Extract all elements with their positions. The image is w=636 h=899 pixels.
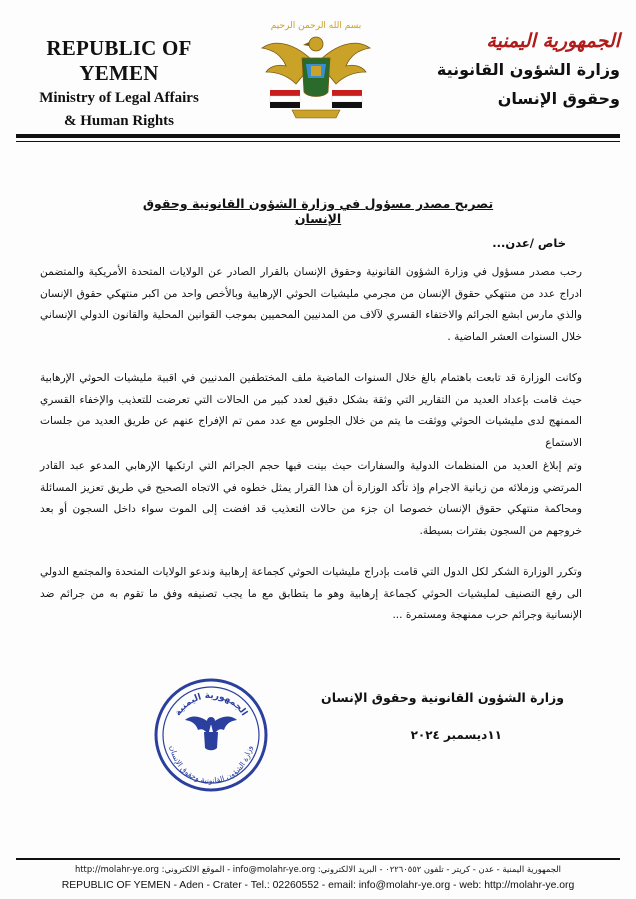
dateline: خاص /عدن... bbox=[492, 236, 566, 250]
svg-text:وزارة الشؤون القانونية وحقوق ا bbox=[168, 745, 254, 785]
official-stamp-icon bbox=[152, 676, 270, 794]
stamp-text-bottom: وزارة الشؤون القانونية وحقوق الإنسان bbox=[168, 745, 254, 785]
paragraph-2: وكانت الوزارة قد تابعت باهتمام بالغ خلال السنوات الماضية ملف المختطفين المدنيين في اقبية مليشيات الحوثي الإرهابية حيث قامت بإعداد العديد من التقارير التي وثقة بشكل دقيق لعدد كبير من الحالات التي تعرضت للتعذيب والإخفاء القسري الممنهج لدى مليشيات الحوثي ووثقت ما يتم من خلال الجلوس مع عدد ممن تم الإفراج عنهم عن طريق العديد من جلسات الاستماع bbox=[40, 372, 582, 449]
footer-english-contact: REPUBLIC OF YEMEN - Aden - Crater - Tel.: 02260552 - email: info@molahr-ye.org - web: http://molahr-ye.org bbox=[61, 880, 575, 891]
header-divider-thick bbox=[16, 134, 620, 138]
signature-ministry: وزارة الشؤون القانونية وحقوق الإنسان bbox=[321, 690, 564, 705]
footer-arabic-contact: الجمهورية اليمنية - عدن - كريتر - تلفون ٠٢٢٦٠٥٥٢ - البريد الالكتروني: info@molahr-ye.org - الموقع الالكتروني: http://molahr-ye.org bbox=[74, 864, 562, 874]
statement-title: تصريح مصدر مسؤول في وزارة الشؤون القانونية وحقوق الإنسان bbox=[142, 196, 494, 226]
footer-divider bbox=[16, 858, 620, 860]
header-english bbox=[14, 36, 224, 130]
header-en-country: REPUBLIC OF YEMEN bbox=[46, 36, 192, 85]
basmala-text: بسم الله الرحمن الرحيم bbox=[270, 21, 362, 31]
yemen-eagle-emblem-icon bbox=[256, 14, 376, 126]
stamp-text-top: الجمهورية اليمنية bbox=[173, 690, 249, 718]
header-divider-thin bbox=[16, 141, 620, 142]
paragraph-1: رحب مصدر مسؤول في وزارة الشؤون القانونية وحقوق الإنسان بالقرار الصادر عن الولايات المتحدة الأمريكية والمتضمن ادراج عدد من منتهكي حقوق الإنسان من مجرمي مليشيات الحوثي الإرهابية وبالأخص واحد من اكبر منتهكي حقوق الإنسان والذي مارس ابشع الجرائم والاختفاء القسري لآلاف من المدنيين المحميين بموجب القوانين المحلية والقانون الدولي الإنساني خلال السنوات العشر الماضية . bbox=[40, 266, 582, 343]
header-ar-ministry: وزارة الشؤون القانونية bbox=[436, 60, 620, 79]
header-ar-country: الجمهورية اليمنية bbox=[486, 30, 620, 52]
header-en-human-rights: & Human Rights bbox=[63, 113, 175, 129]
header-en-ministry: Ministry of Legal Affairs bbox=[39, 90, 199, 106]
signature-date: ١١ديسمبر ٢٠٢٤ bbox=[410, 728, 502, 742]
header-ar-human-rights: وحقوق الإنسان bbox=[497, 89, 620, 108]
header-arabic bbox=[430, 30, 620, 108]
paragraph-3: وتم إبلاغ العديد من المنظمات الدولية والسفارات حيث بينت فيها حجم الجرائم التي ارتكبها الإرهابي المدعو عبد القادر المرتضي وزملائه من زبانية الاجرام وإذ تأكد الوزارة أن هذا القرار يمثل خطوه في الاتجاه الصحيح في طريق تعزيز المسائلة ومحاكمة منتهكي حقوق الإنسان خصوصا ان جزء من حالات التعذيب قد افضت إلى الموت سواء داخل السجون أو بعد خروجهم من السجون بفترات بسيطة. bbox=[40, 460, 582, 537]
paragraph-4: وتكرر الوزارة الشكر لكل الدول التي قامت بإدراج مليشيات الحوثي كجماعة إرهابية وندعو الولايات المتحدة والمجتمع الدولي الى رفع التصنيف لمليشيات الحوثي كجماعة إرهابية وهو ما يتطابق مع ما يجب تصنيفه وفق ما تقوم به من جرائم ضد الإنسانية وجرائم حرب ممنهجة ومستمرة ... bbox=[40, 566, 582, 621]
